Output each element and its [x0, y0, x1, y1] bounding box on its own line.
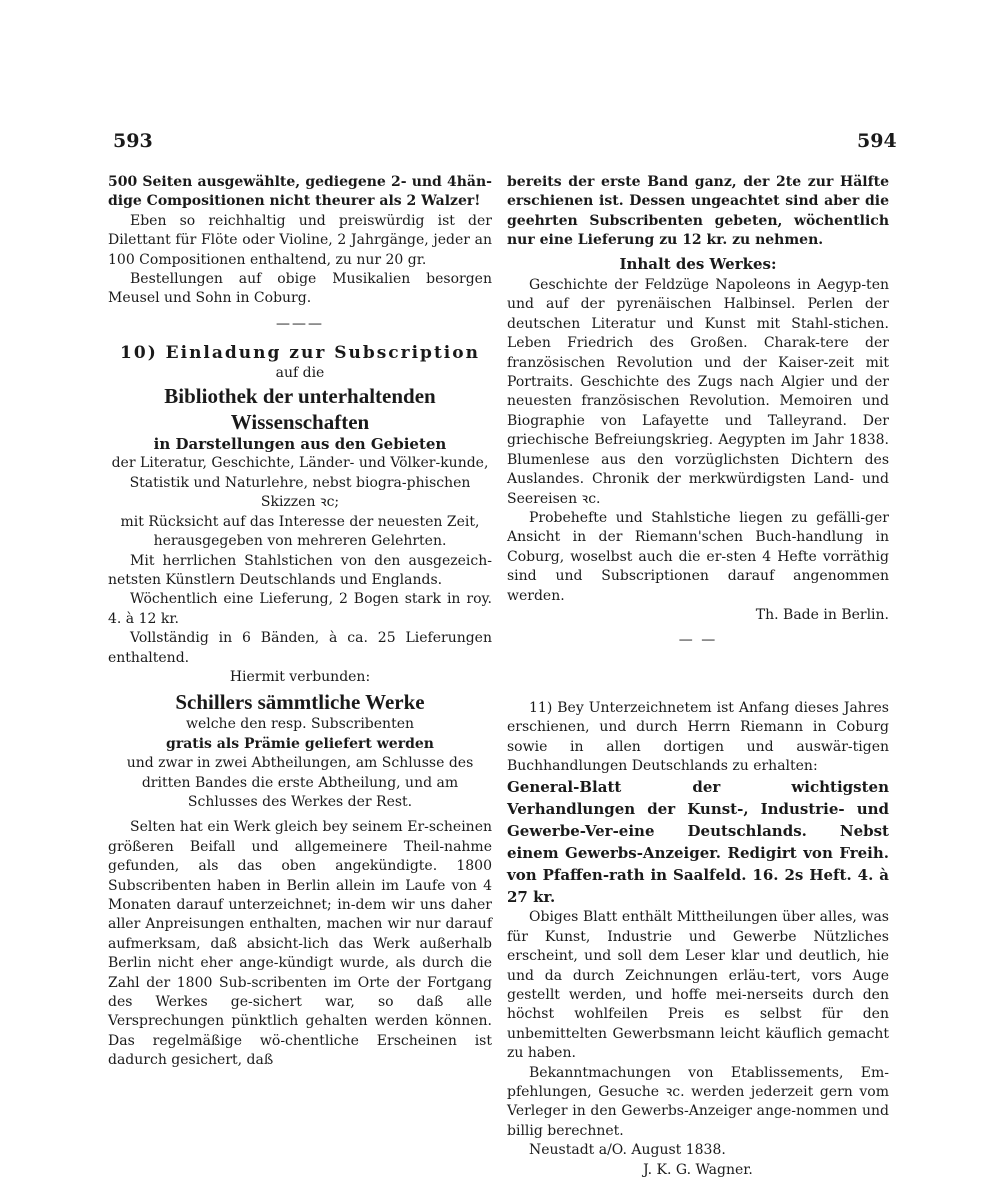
page-number-right: 594: [857, 130, 897, 152]
library-editors: mit Rücksicht auf das Interesse der neuesten Zeit, herausgegeben von mehreren Gelehrten.: [120, 513, 480, 550]
general-blatt-title: General-Blatt der wichtigsten Verhandlungen der Kunst-, Industrie- und Gewerbe-Ver-eine Deutschlands. Nebst einem Gewerbs-Anzeiger. Redigirt von Freih. von Pfaffen-rath in Saalfeld. 16. 2s Heft. 4. à 27 kr.: [507, 778, 889, 907]
left-body-paragraph: Selten hat ein Werk gleich bey seinem Er-scheinen größeren Beifall und allgemeinere Theil-nahme gefunden, als das oben angekündigte. 1800 Subscribenten haben in Berlin allein im Laufe von 4 Monaten darauf unterzeichnet; in-dem wir uns daher aller Anpreisungen enthalten, machen wir nur darauf aufmerksam, daß absicht-lich das Werk außerhalb Berlin nicht eher ange-kündigt wurde, als durch die Zahl der 1800 Sub-scribenten im Orte der Fortgang des Werkes ge-sichert war, so daß alle Versprechungen pünktlich gehalten werden können. Das regelmäßige wö-chentliche Erscheinen ist dadurch gesichert, daß: [108, 819, 492, 1069]
music-offer-text: 500 Seiten ausgewählte, gediegene 2- und 4hän-dige Compositionen nicht theurer als 2 Walzer!: [108, 174, 492, 210]
schiller-line-1: welche den resp. Subscribenten: [185, 716, 415, 733]
place-date: Neustadt a/O. August 1838.: [529, 1142, 726, 1159]
complete-volumes: Vollständig in 6 Bänden, à ca. 25 Lieferungen enthaltend.: [108, 630, 492, 666]
library-title-line-2: Wissenschaften: [230, 410, 370, 435]
spacer-large: [507, 659, 889, 699]
ad-11-body-2: Bekanntmachungen von Etablissements, Em-pfehlungen, Gesuche ꝛc. werden jederzeit gern vom Verleger in den Gewerbs-Anzeiger ange-nommen und billig berechnet.: [507, 1064, 889, 1139]
orders-paragraph: Bestellungen auf obige Musikalien besorgen Meusel und Sohn in Coburg.: [108, 271, 492, 307]
ad-11-intro: 11) Bey Unterzeichnetem ist Anfang dieses Jahres erschienen, und durch Herrn Riemann in Coburg sowie in allen dortigen und auswär-tigen Buchhandlungen Deutschlands zu erhalten:: [507, 699, 889, 774]
signature-bade: Th. Bade in Berlin.: [755, 606, 889, 623]
connected-label: Hiermit verbunden:: [229, 668, 371, 685]
right-column: [507, 173, 889, 1180]
section-divider: ———: [276, 315, 324, 332]
schiller-line-2: gratis als Prämie geliefert werden: [166, 735, 434, 752]
contents-heading: Inhalt des Werkes:: [619, 254, 777, 273]
section-divider-right: — —: [678, 632, 718, 649]
library-subjects: der Literatur, Geschichte, Länder- und Völker-kunde, Statistik und Naturlehre, nebst biogra-phischen Skizzen ꝛc;: [111, 455, 489, 511]
heading-auf: auf die: [275, 364, 325, 381]
page-number-left: 593: [113, 130, 153, 152]
continuation-paragraph: bereits der erste Band ganz, der 2te zur Hälfte erschienen ist. Dessen ungeachtet sind aber die geehrten Subscribenten gebeten, wöchentlich nur eine Lieferung zu 12 kr. zu nehmen.: [507, 174, 889, 249]
engravings-note: Mit herrlichen Stahlstichen von den ausgezeich-netsten Künstlern Deutschlands und Englands.: [108, 552, 492, 588]
subscription-heading: 10) Einladung zur Subscription: [120, 343, 480, 364]
dilettant-paragraph: Eben so reichhaltig und preiswürdig ist der Dilettant für Flöte oder Violine, 2 Jahrgänge, jeder an 100 Compositionen enthaltend, zu nur 20 gr.: [108, 212, 492, 268]
schiller-works-title: Schillers sämmtliche Werke: [175, 690, 425, 715]
signature-wagner: J. K. G. Wagner.: [643, 1161, 753, 1178]
library-title-line-1: Bibliothek der unterhaltenden: [164, 384, 436, 409]
ad-11-body: Obiges Blatt enthält Mittheilungen über alles, was für Kunst, Industrie und Gewerbe Nützliches erscheint, und soll dem Leser klar und deutlich, hie und da durch Zeichnungen erläu-tert, vors Auge gestellt werden, und hoffe mei-nerseits durch den höchst wohlfeilen Preis es selbst für den unbemittelten Gewerbsmann leicht käuflich gemacht zu haben.: [507, 909, 889, 1062]
left-column: [108, 173, 492, 1071]
sample-issues-paragraph: Probehefte und Stahlstiche liegen zu gefälli-ger Ansicht in der Riemann'schen Buch-handlung in Coburg, woselbst auch die er-sten 4 Hefte vorräthig sind und Subscriptionen darauf angenommen werden.: [507, 509, 889, 604]
schiller-line-3: und zwar in zwei Abtheilungen, am Schlusse des dritten Bandes die erste Abtheilung, und am Schlusses des Werkes der Rest.: [126, 755, 474, 810]
contents-paragraph: Geschichte der Feldzüge Napoleons in Aegyp-ten und auf der pyrenäischen Halbinsel. Perlen der deutschen Literatur und Kunst mit Stahl-stichen. Leben Friedrich des Großen. Charak-tere der französischen Revolution und der Kaiser-zeit mit Portraits. Geschichte des Zugs nach Algier und der neuesten französischen Revolution. Memoiren und Biographie von Lafayette und Talleyrand. Der griechische Befreiungskrieg. Aegypten im Jahr 1838. Blumenlese aus den vorzüglichsten Dichtern des Auslandes. Chronik der merkwürdigsten Land- und Seereisen ꝛc.: [507, 277, 889, 507]
library-subheading: in Darstellungen aus den Gebieten: [153, 435, 447, 454]
weekly-delivery: Wöchentlich eine Lieferung, 2 Bogen stark in roy. 4. à 12 kr.: [108, 591, 492, 627]
